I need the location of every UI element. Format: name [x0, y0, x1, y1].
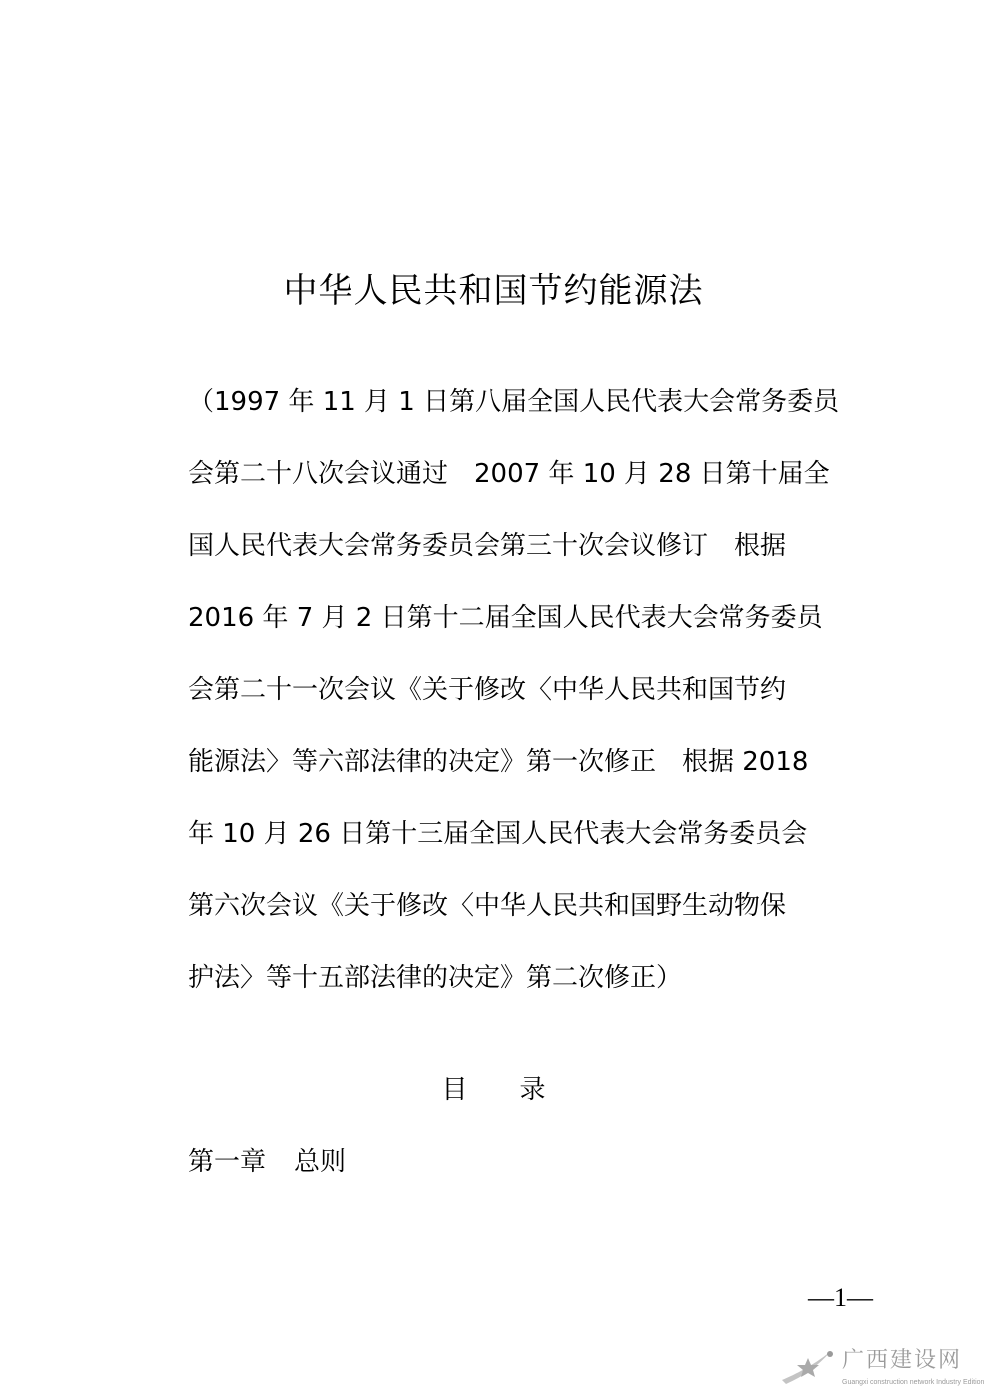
revision-history: [188, 380, 840, 1028]
revision-history-line: 年 10 月 26 日第十三届全国人民代表大会常务委员会: [188, 819, 808, 849]
revision-history-line: 2016 年 7 月 2 日第十二届全国人民代表大会常务委员: [188, 603, 823, 633]
revision-history-line: 护法〉等十五部法律的决定》第二次修正）: [188, 963, 683, 993]
watermark-logo: [778, 1344, 985, 1392]
revision-history-line: 国人民代表大会常务委员会第三十次会议修订 根据: [188, 531, 787, 561]
watermark-site-name: 广西建设网: [842, 1348, 963, 1373]
revision-history-line: 会第二十一次会议《关于修改〈中华人民共和国节约: [188, 675, 787, 705]
watermark-subtitle: Guangxi construction network Industry Edition: [842, 1379, 985, 1386]
toc-chapter-number: 第一章: [188, 1147, 267, 1177]
revision-history-line: 第六次会议《关于修改〈中华人民共和国野生动物保: [188, 891, 787, 921]
document-title: 中华人民共和国节约能源法: [283, 271, 704, 311]
toc-heading-first-char: 目: [441, 1075, 468, 1105]
toc-item-chapter-1: [188, 1140, 346, 1184]
revision-history-line: 能源法〉等六部法律的决定》第一次修正 根据 2018: [188, 747, 809, 777]
toc-heading-second-char: 录: [519, 1075, 546, 1105]
page-number: —1—: [808, 1283, 873, 1312]
star-swoosh-icon: [778, 1344, 840, 1388]
toc-chapter-name: 总则: [294, 1147, 347, 1177]
table-of-contents-heading: [0, 1068, 987, 1112]
revision-history-line: 会第二十八次会议通过 2007 年 10 月 28 日第十届全: [188, 459, 830, 489]
revision-history-line: （1997 年 11 月 1 日第八届全国人民代表大会常务委员: [188, 387, 840, 417]
